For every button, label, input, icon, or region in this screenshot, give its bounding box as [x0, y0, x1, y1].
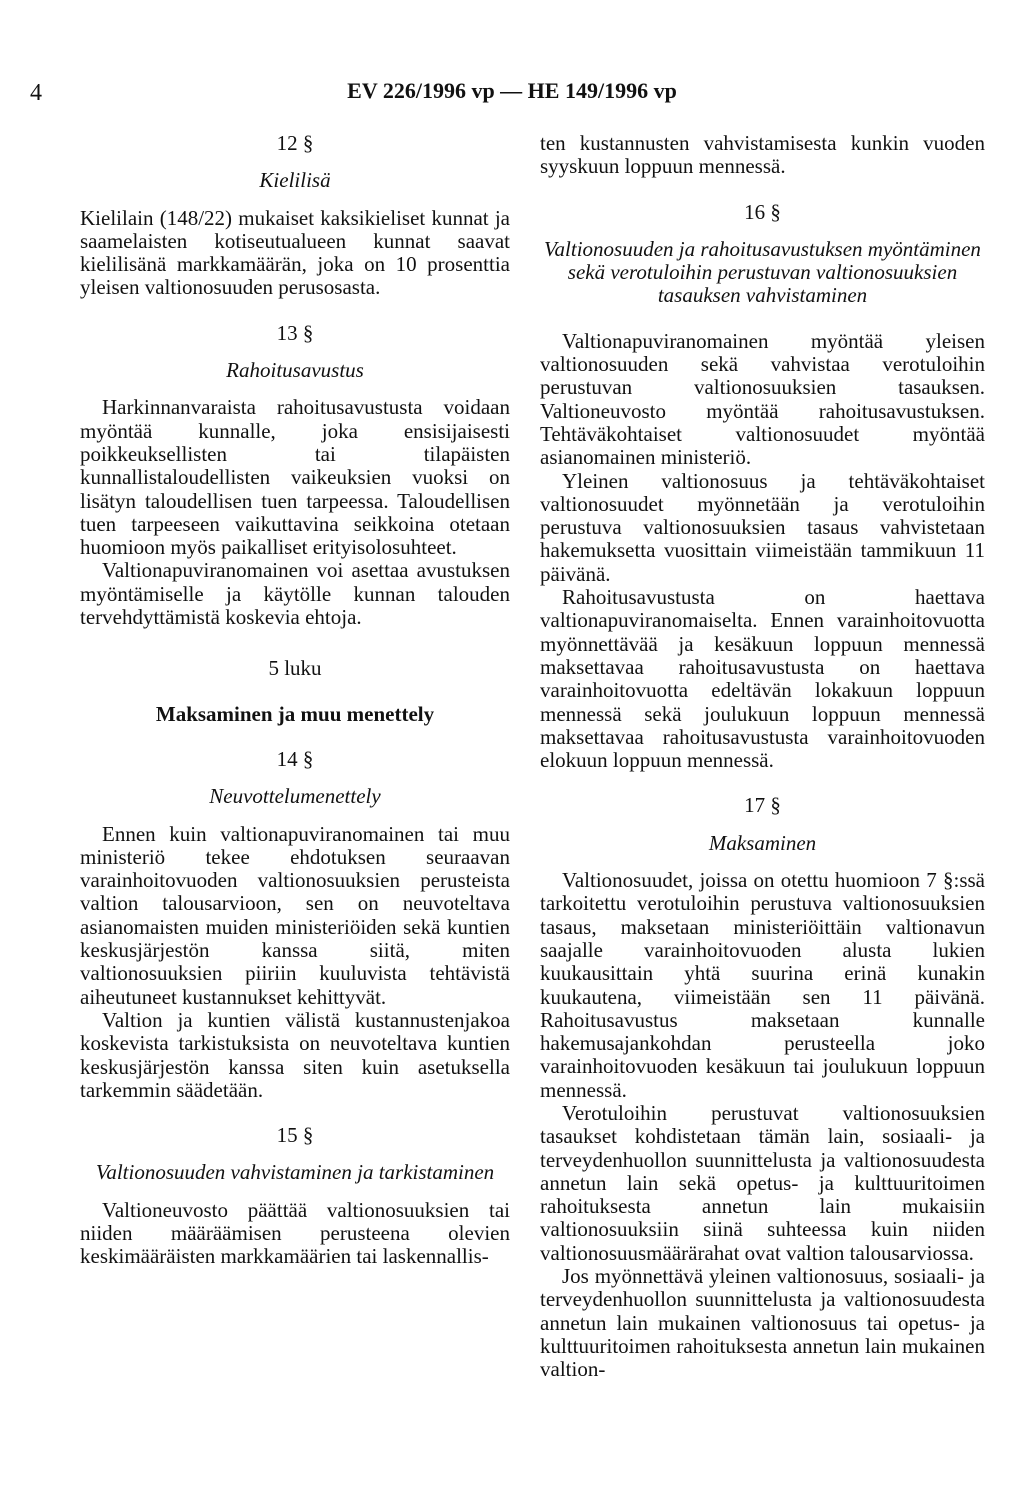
- section-13-paragraph-1: Harkinnanvaraista rahoitusavustusta voidaan myöntää kunnalle, joka ensisijaisesti poikkeuksellisten tai tilapäisten kunnallistaloudellisten vaikeuksien vuoksi on lisätyn taloudellisen tuen tarpeessa. Taloudellisen tuen tarpeeseen vaikuttavina seikkoina otetaan huomioon myös paikalliset erityisolosuhteet.: [80, 395, 510, 560]
- section-16-number: 16 §: [744, 199, 781, 224]
- section-17-number: 17 §: [744, 793, 781, 818]
- continuation-paragraph: ten kustannusten vahvistamisesta kunkin vuoden syyskuun loppuun mennessä.: [540, 131, 985, 179]
- section-16-title: Valtionosuuden ja rahoitusavustuksen myöntäminen sekä verotuloihin perustuvan valtionosuuksien tasauksen vahvistaminen: [544, 236, 981, 308]
- section-15-title: Valtionosuuden vahvistaminen ja tarkistaminen: [95, 1160, 495, 1185]
- left-column: [80, 132, 510, 1269]
- section-12-title: Kielilisä: [259, 168, 331, 193]
- section-13-title: Rahoitusavustus: [226, 358, 364, 383]
- section-17-paragraph-1: Valtionosuudet, joissa on otettu huomioon 7 §:ssä tarkoitettu verotuloihin perustuva valtionosuuksien tasaus, maksetaan ministeriöittäin valtionavun saajalle varainhoitovuoden alusta lukien kuukausittain yhtä suurina erinä kunakin kuukautena, viimeistään sen 11 päivänä. Rahoitusavustus maksetaan kunnalle hakemusajankohdan perusteella joko varainhoitovuoden kesäkuun tai joulukuun loppuun mennessä.: [540, 868, 985, 1102]
- section-16-paragraph-3: Rahoitusavustusta on haettava valtionapuviranomaiselta. Ennen varainhoitovuotta myönnettävää ja kesäkuun loppuun mennessä maksettavaa rahoitusavustusta on haettava varainhoitovuotta edeltävän lokakuun loppuun mennessä sekä joulukuun loppuun mennessä maksettavaa rahoitusavustusta varainhoitovuoden elokuun loppuun mennessä.: [540, 585, 985, 773]
- section-13-paragraph-2: Valtionapuviranomainen voi asettaa avustuksen myöntämiselle ja käytölle kunnan talouden tervehdyttämistä koskevia ehtoja.: [80, 558, 510, 630]
- section-17-paragraph-2: Verotuloihin perustuvat valtionosuuksien tasaukset kohdistetaan tämän lain, sosiaali- ja terveydenhuollon suunnittelusta ja valtionosuudesta annetun lain sekä opetus- ja kulttuuritoimen rahoituksesta annetun lain mukaisiin valtionosuuksiin siinä suhteessa kuin niiden valtionosuusmäärärahat ovat valtion talousarviossa.: [540, 1100, 985, 1265]
- page-number: 4: [30, 80, 42, 106]
- running-header: EV 226/1996 vp — HE 149/1996 vp: [347, 78, 677, 103]
- section-17-title: Maksaminen: [708, 830, 817, 855]
- right-column: [540, 132, 985, 1382]
- section-15-number: 15 §: [276, 1123, 314, 1148]
- section-12-paragraph-1: Kielilain (148/22) mukaiset kaksikieliset kunnat ja saamelaisten kotiseutualueen kunnat saavat kielilisänä markkamäärän, joka on 10 prosenttia yleisen valtionosuuden perusosasta.: [80, 205, 510, 300]
- section-14-paragraph-1: Ennen kuin valtionapuviranomainen tai muu ministeriö tekee ehdotuksen seuraavan varainhoitovuoden valtionosuuksien perusteista valtion talousarvioon, sen on neuvoteltava asianomaisten muiden ministeriöiden sekä kuntien keskusjärjestön kanssa siitä, miten valtionosuuksien piiriin kuuluvista tehtävistä aiheutuneet kustannukset kehittyvät.: [80, 821, 510, 1009]
- chapter-title: Maksaminen ja muu menettely: [155, 701, 435, 726]
- section-13-number: 13 §: [276, 320, 314, 345]
- section-14-paragraph-2: Valtion ja kuntien välistä kustannustenjakoa koskevista tarkistuksista on neuvoteltava kuntien keskusjärjestön kanssa siten kuin asetuksella tarkemmin säädetään.: [80, 1007, 510, 1102]
- chapter-number: 5 luku: [268, 656, 322, 681]
- section-17-paragraph-3: Jos myönnettävä yleinen valtionosuus, sosiaali- ja terveydenhuollon suunnittelusta ja valtionosuudesta annetun lain mukainen valtionosuus tai opetus- ja kulttuuritoimen rahoituksesta annetun lain mukainen valtion-: [540, 1264, 985, 1382]
- section-15-paragraph-1: Valtioneuvosto päättää valtionosuuksien tai niiden määräämisen perusteena olevien keskimääräisten markkamäärien tai laskennallis-: [80, 1197, 510, 1269]
- section-12-number: 12 §: [276, 131, 314, 155]
- section-16-paragraph-2: Yleinen valtionosuus ja tehtäväkohtaiset valtionosuudet myönnetään ja verotuloihin perustuva valtionosuuksien tasaus vahvistetaan hakemuksetta vuosittain viimeistään tammikuun 11 päivänä.: [540, 468, 985, 586]
- section-16-paragraph-1: Valtionapuviranomainen myöntää yleisen valtionosuuden sekä vahvistaa verotuloihin perustuvan valtionosuuksien tasauksen. Valtioneuvosto myöntää rahoitusavustuksen. Tehtäväkohtaiset valtionosuudet myöntää asianomainen ministeriö.: [540, 328, 985, 470]
- section-14-number: 14 §: [276, 746, 314, 771]
- section-14-title: Neuvottelumenettely: [209, 784, 381, 809]
